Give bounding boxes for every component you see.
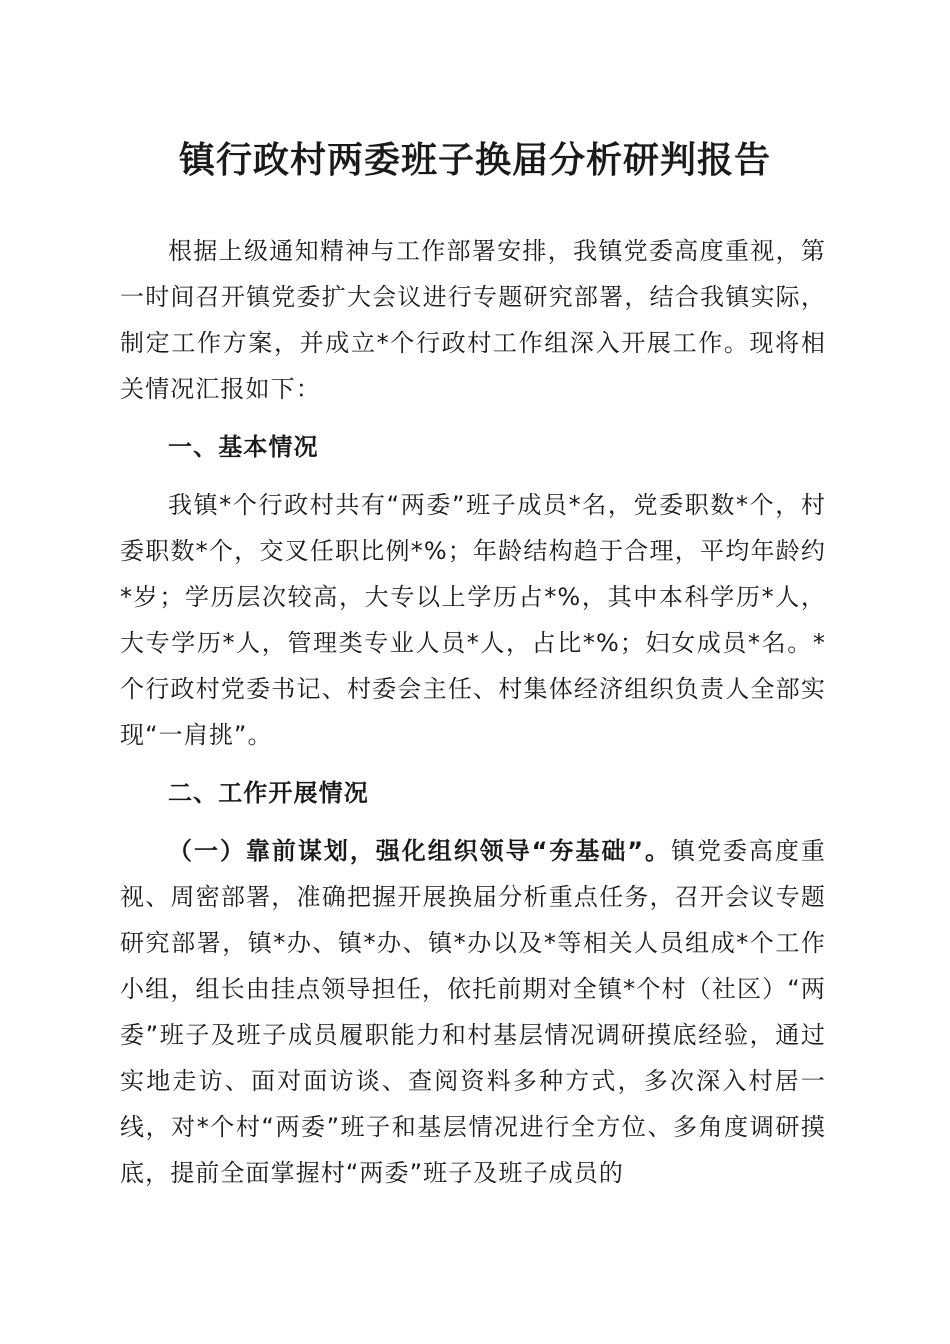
intro-paragraph: 根据上级通知精神与工作部署安排，我镇党委高度重视，第一时间召开镇党委扩大会议进行专题研究部署，结合我镇实际，制定工作方案，并成立*个行政村工作组深入开展工作。现将相关情况汇报如下： (120, 237, 826, 403)
section-heading-basic-situation: 一、基本情况 (168, 433, 319, 461)
document-title: 镇行政村两委班子换届分析研判报告 (178, 139, 771, 181)
subsection-text: 镇党委高度重视、周密部署，准确把握开展换届分析重点任务，召开会议专题研究部署，镇*办、镇*办、镇*办以及*等相关人员组成*个工作小组，组长由挂点领导担任，依托前期对全镇*个村（社区）“两委”班子及班子成员履职能力和村基层情况调研摸底经验，通过实地走访、面对面访谈、查阅资料多种方式，多次深入村居一线，对*个村“两委”班子和基层情况进行全方位、多角度调研摸底，提前全面掌握村“两委”班子及班子成员的 (120, 837, 826, 1187)
subsection-title: （一）靠前谋划，强化组织领导“夯基础”。 (168, 837, 672, 865)
document-body (120, 228, 826, 1196)
section-heading-work-progress: 二、工作开展情况 (168, 779, 369, 807)
work-progress-paragraph (120, 828, 826, 1196)
basic-situation-paragraph: 我镇*个行政村共有“两委”班子成员*名，党委职数*个，村委职数*个，交叉任职比例*%；年龄结构趋于合理，平均年龄约*岁；学历层次较高，大专以上学历占*%，其中本科学历*人，大专学历*人，管理类专业人员*人，占比*%；妇女成员*名。*个行政村党委书记、村委会主任、村集体经济组织负责人全部实现“一肩挑”。 (120, 491, 826, 749)
